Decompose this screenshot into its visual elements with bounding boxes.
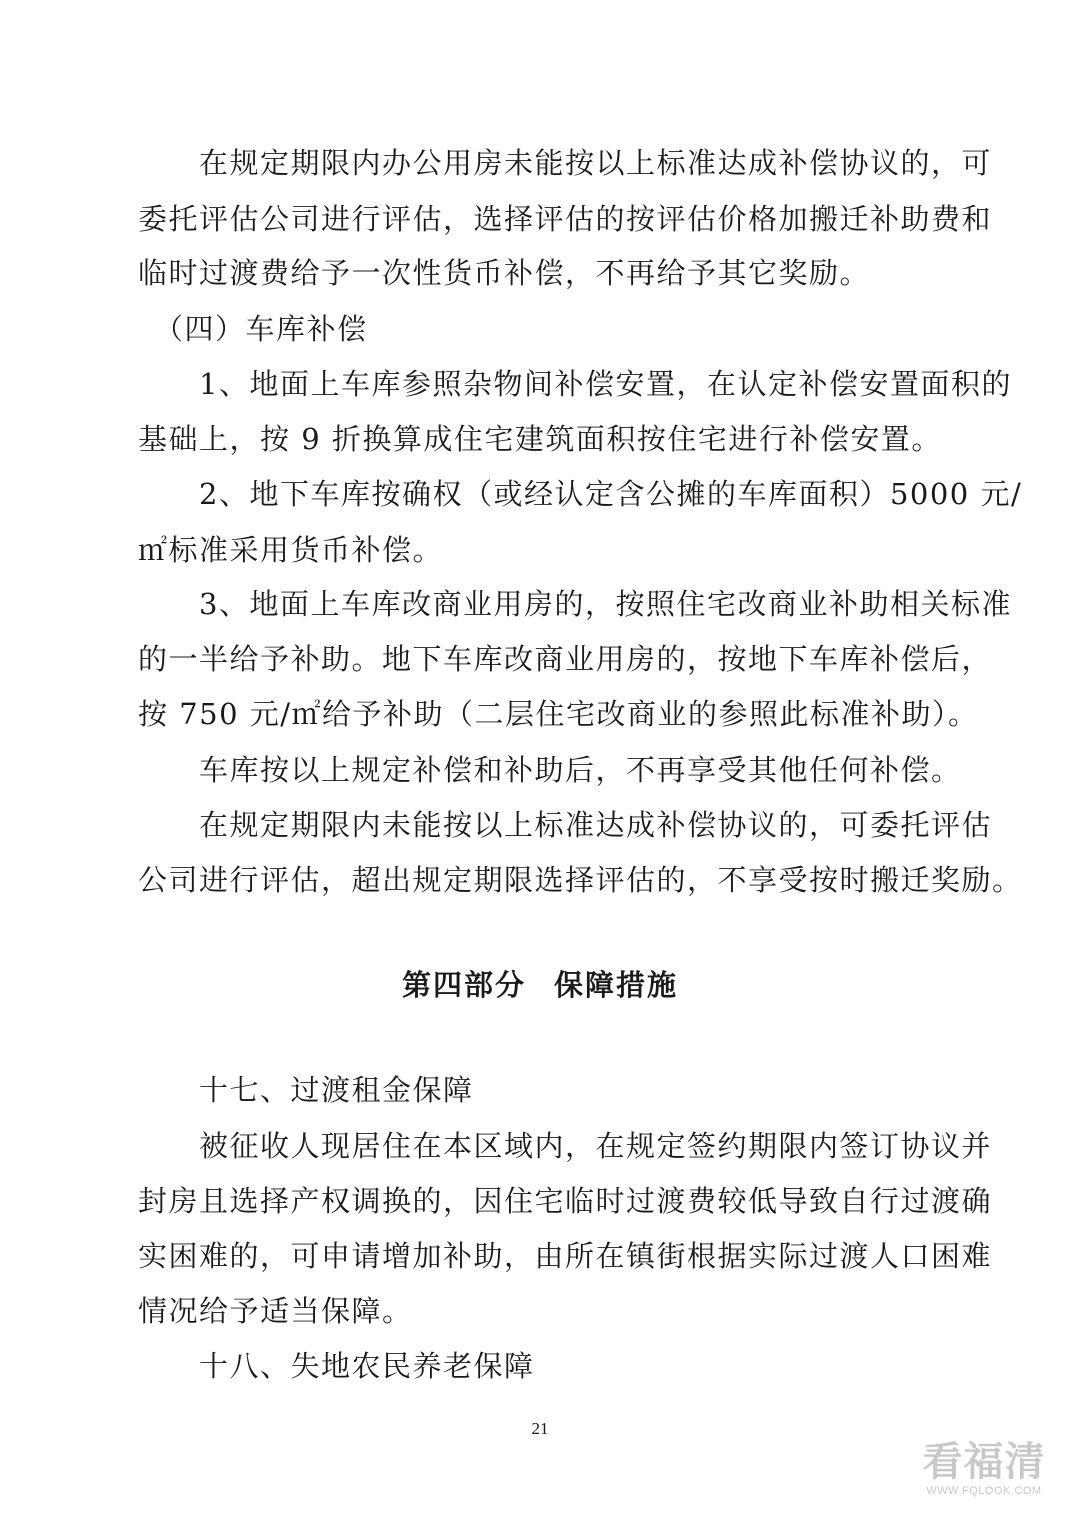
article-heading: 十八、失地农民养老保障	[138, 1349, 535, 1383]
body-line: 的一半给予补助。地下车库改商业用房的，按地下车库补偿后，	[138, 642, 993, 676]
body-line: 在规定期限内未能按以上标准达成补偿协议的，可委托评估	[138, 808, 993, 842]
watermark-text: 看福清	[922, 1439, 1046, 1485]
body-line: 委托评估公司进行评估，选择评估的按评估价格加搬迁补助费和	[138, 202, 993, 236]
article-heading: 十七、过渡租金保障	[138, 1073, 474, 1107]
body-line: 情况给予适当保障。	[138, 1294, 413, 1328]
watermark-url: WWW.FQLOOK.COM	[926, 1485, 1042, 1497]
body-line: 被征收人现居住在本区域内，在规定签约期限内签订协议并	[138, 1129, 993, 1163]
body-line: 3、地面上车库改商业用房的，按照住宅改商业补助相关标准	[138, 587, 1012, 621]
body-line: 基础上，按 9 折换算成住宅建筑面积按住宅进行补偿安置。	[138, 422, 942, 456]
part-heading	[0, 965, 1080, 1005]
body-line: ㎡标准采用货币补偿。	[138, 533, 444, 567]
body-line: 1、地面上车库参照杂物间补偿安置，在认定补偿安置面积的	[138, 367, 1012, 401]
page-number: 21	[531, 1419, 549, 1438]
body-line: 实困难的，可申请增加补助，由所在镇街根据实际过渡人口困难	[138, 1239, 993, 1273]
body-line: 临时过渡费给予一次性货币补偿，不再给予其它奖励。	[138, 256, 871, 290]
body-line: 在规定期限内办公用房未能按以上标准达成补偿协议的，可	[138, 146, 993, 180]
body-line: 公司进行评估，超出规定期限选择评估的，不享受按时搬迁奖励。	[138, 863, 1023, 897]
body-line: 按 750 元/㎡给予补助（二层住宅改商业的参照此标准补助）。	[138, 697, 979, 731]
watermark-logo	[914, 1440, 1054, 1498]
part-heading-title: 保障措施	[554, 968, 679, 1002]
body-line: 2、地下车库按确权（或经认定含公摊的车库面积）5000 元/	[138, 477, 1023, 511]
body-line: 车库按以上规定补偿和补助后，不再享受其他任何补偿。	[138, 753, 962, 787]
part-heading-number: 第四部分	[401, 968, 526, 1002]
section-heading: （四）车库补偿	[138, 312, 368, 346]
body-line: 封房且选择产权调换的，因住宅临时过渡费较低导致自行过渡确	[138, 1184, 993, 1218]
